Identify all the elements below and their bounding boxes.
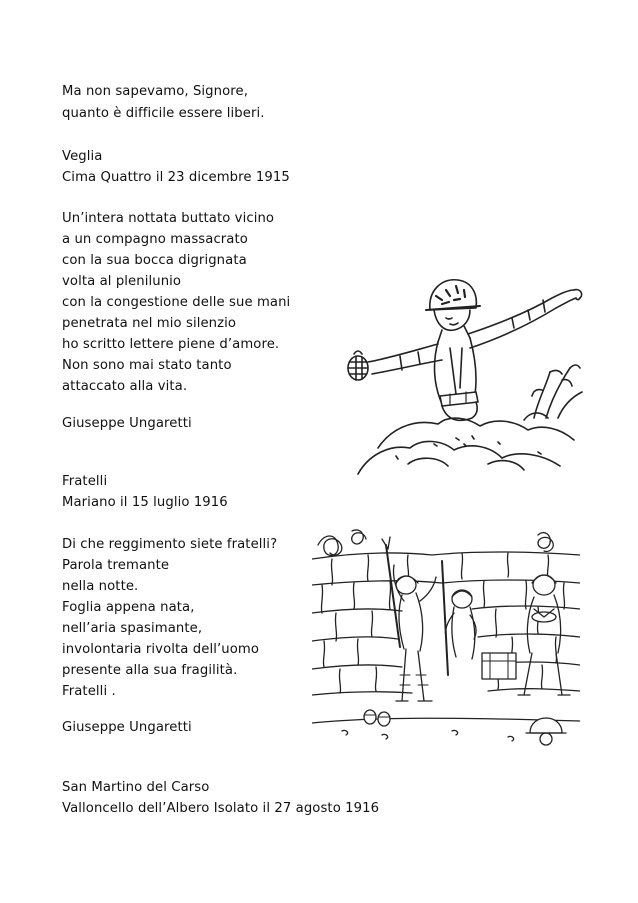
poem-subtitle: Mariano il 15 luglio 1916 (62, 495, 228, 510)
poem-line: Non sono mai stato tanto (62, 358, 232, 373)
poem-line: presente alla sua fragilità. (62, 663, 238, 678)
poem-subtitle: Valloncello dell’Albero Isolato il 27 agosto 1916 (62, 801, 380, 816)
poem-author: Giuseppe Ungaretti (62, 416, 192, 431)
poem-title: Veglia (62, 149, 103, 164)
soldier-throwing-grenade-illustration (338, 268, 588, 478)
poem-line: con la sua bocca digrignata (62, 253, 247, 268)
poem-line: volta al plenilunio (62, 274, 182, 289)
poem-line: a un compagno massacrato (62, 232, 248, 247)
poem-line: Foglia appena nata, (62, 600, 195, 615)
poem-author: Giuseppe Ungaretti (62, 720, 192, 735)
poem-line: nella notte. (62, 579, 139, 594)
poem-line: Parola tremante (62, 558, 170, 573)
poem-line: nell’aria spasimante, (62, 621, 203, 636)
intro-line-2: quanto è difficile essere liberi. (62, 106, 265, 121)
intro-line-1: Ma non sapevamo, Signore, (62, 84, 249, 99)
poem-line: penetrata nel mio silenzio (62, 316, 237, 331)
poem-line: Fratelli . (62, 684, 116, 699)
poem-line: involontaria rivolta dell’uomo (62, 642, 260, 657)
poem-line: ho scritto lettere piene d’amore. (62, 337, 280, 352)
poem-line: attaccato alla vita. (62, 379, 188, 394)
poem-title: Fratelli (62, 474, 108, 489)
poem-line: Un’intera nottata buttato vicino (62, 211, 275, 226)
poem-subtitle: Cima Quattro il 23 dicembre 1915 (62, 170, 290, 185)
soldiers-in-trench-illustration (312, 525, 580, 747)
poem-title: San Martino del Carso (62, 780, 210, 795)
poem-line: con la congestione delle sue mani (62, 295, 291, 310)
poem-line: Di che reggimento siete fratelli? (62, 537, 278, 552)
